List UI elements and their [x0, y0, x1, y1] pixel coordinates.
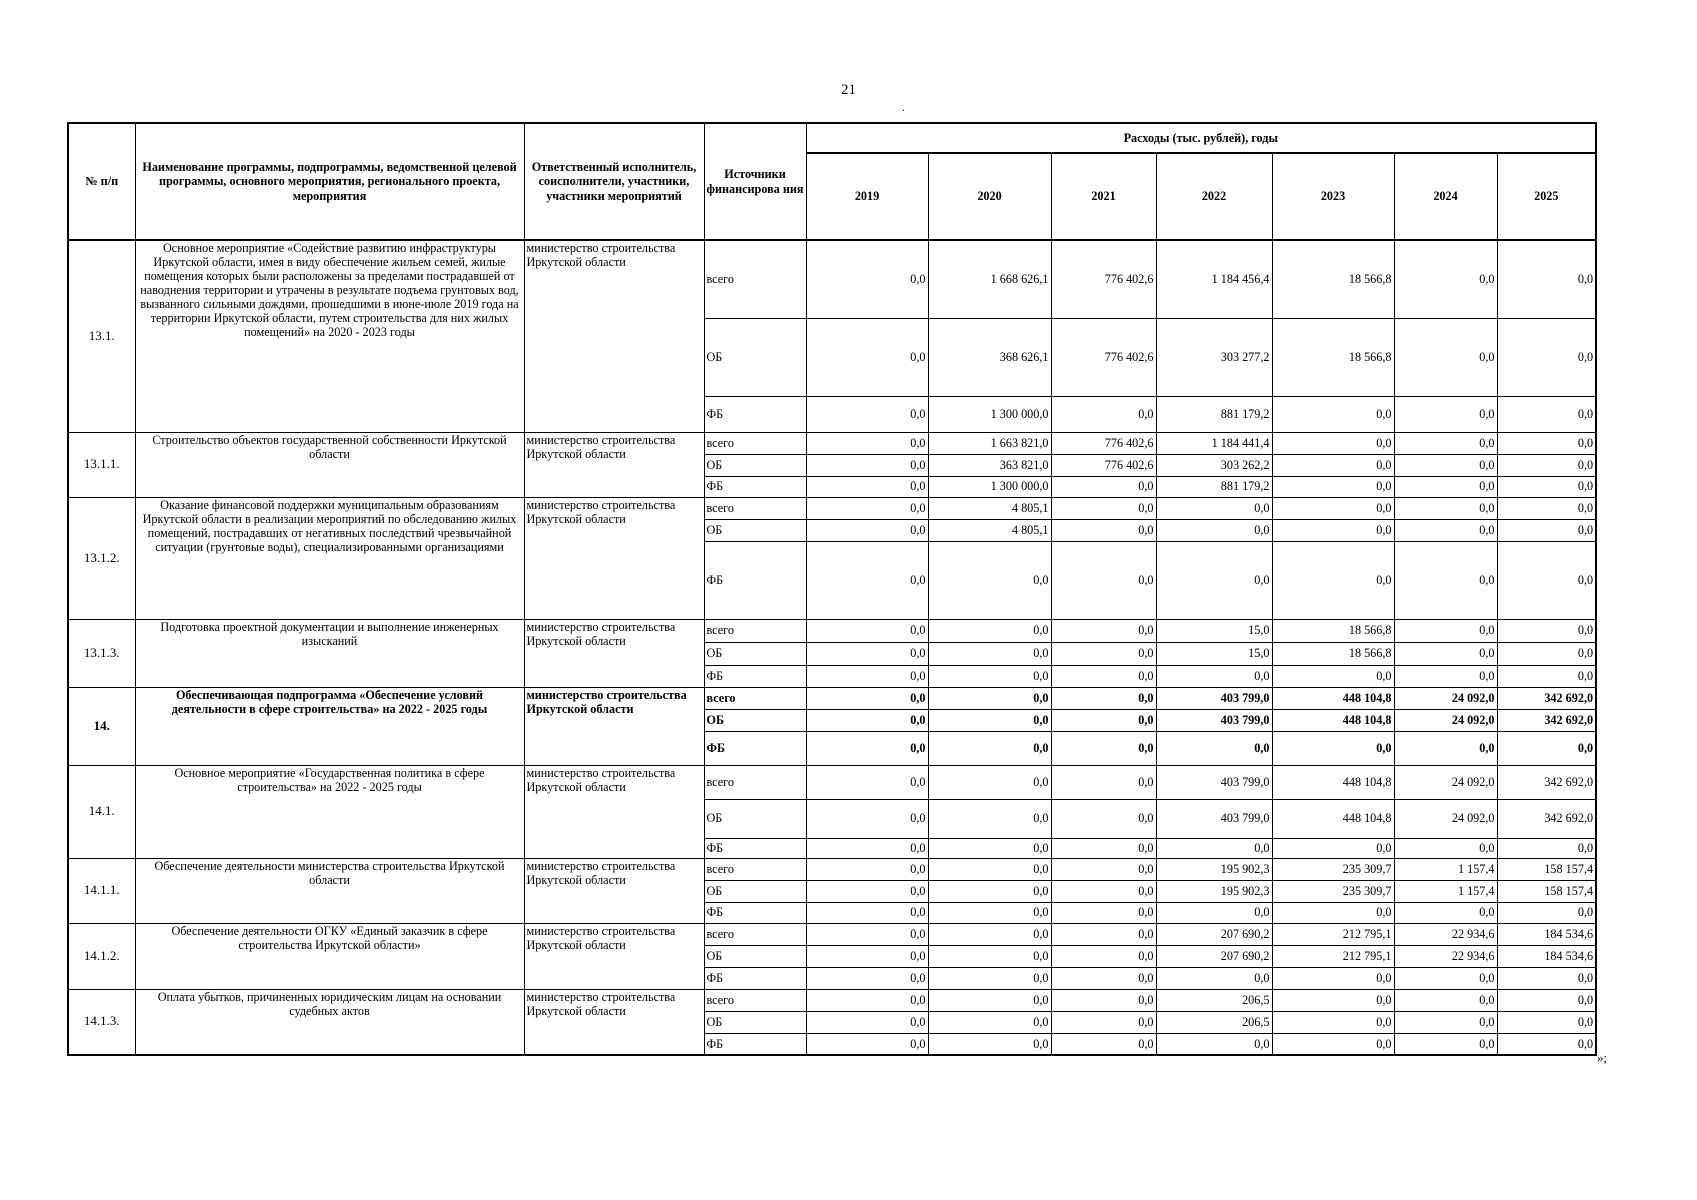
expense-value: 0,0 — [1394, 541, 1497, 619]
executor: министерство строительства Иркутской области — [524, 432, 704, 497]
funding-source: всего — [704, 619, 806, 642]
expense-value: 207 690,2 — [1156, 945, 1272, 967]
expense-value: 0,0 — [1394, 619, 1497, 642]
expense-value: 0,0 — [806, 642, 928, 665]
expense-value: 0,0 — [1497, 989, 1596, 1011]
page-number: 21 — [841, 82, 856, 98]
header-executor: Ответственный исполнитель, соисполнители, участники, участники мероприятий — [524, 123, 704, 240]
funding-source: всего — [704, 687, 806, 709]
expense-value: 448 104,8 — [1272, 687, 1394, 709]
expense-value: 881 179,2 — [1156, 476, 1272, 497]
expense-value: 0,0 — [928, 838, 1051, 858]
expense-value: 1 184 456,4 — [1156, 240, 1272, 318]
expense-value: 0,0 — [1156, 967, 1272, 989]
expense-value: 0,0 — [1272, 541, 1394, 619]
stray-dot: . — [902, 100, 905, 114]
expense-value: 403 799,0 — [1156, 709, 1272, 731]
funding-source: ОБ — [704, 880, 806, 902]
expense-value: 0,0 — [1051, 497, 1156, 519]
expense-value: 0,0 — [1272, 497, 1394, 519]
expense-value: 0,0 — [806, 731, 928, 765]
expense-value: 0,0 — [1051, 902, 1156, 923]
expense-value: 184 534,6 — [1497, 923, 1596, 945]
expense-value: 0,0 — [1497, 497, 1596, 519]
expense-value: 448 104,8 — [1272, 709, 1394, 731]
expense-value: 0,0 — [1394, 838, 1497, 858]
expense-value: 0,0 — [1156, 731, 1272, 765]
row-number: 14.1.2. — [68, 923, 135, 989]
expense-value: 158 157,4 — [1497, 880, 1596, 902]
expense-value: 0,0 — [1497, 432, 1596, 454]
header-year: 2021 — [1051, 153, 1156, 240]
expense-value: 0,0 — [1051, 765, 1156, 799]
expense-value: 4 805,1 — [928, 497, 1051, 519]
expense-value: 0,0 — [1272, 665, 1394, 687]
event-name: Строительство объектов государственной собственности Иркутской области — [135, 432, 524, 497]
expense-value: 0,0 — [806, 454, 928, 476]
expense-value: 0,0 — [1497, 1011, 1596, 1033]
expense-value: 342 692,0 — [1497, 709, 1596, 731]
header-source: Источники финансирова ния — [704, 123, 806, 240]
expense-value: 1 663 821,0 — [928, 432, 1051, 454]
expense-value: 0,0 — [806, 396, 928, 432]
expense-value: 0,0 — [1497, 731, 1596, 765]
expense-value: 195 902,3 — [1156, 880, 1272, 902]
expense-value: 24 092,0 — [1394, 765, 1497, 799]
expense-value: 403 799,0 — [1156, 799, 1272, 838]
expense-value: 776 402,6 — [1051, 240, 1156, 318]
expense-value: 0,0 — [1497, 619, 1596, 642]
row-number: 14.1.3. — [68, 989, 135, 1055]
expense-value: 0,0 — [1051, 799, 1156, 838]
expense-value: 0,0 — [928, 709, 1051, 731]
event-name: Обеспечение деятельности ОГКУ «Единый заказчик в сфере строительства Иркутской области» — [135, 923, 524, 989]
expense-value: 0,0 — [928, 731, 1051, 765]
funding-source: всего — [704, 497, 806, 519]
expense-value: 0,0 — [1497, 1033, 1596, 1055]
funding-source: ОБ — [704, 519, 806, 541]
expense-value: 0,0 — [1394, 497, 1497, 519]
expense-value: 0,0 — [1497, 476, 1596, 497]
expense-value: 0,0 — [1051, 642, 1156, 665]
expense-value: 303 277,2 — [1156, 318, 1272, 396]
expense-value: 0,0 — [806, 709, 928, 731]
expense-value: 0,0 — [1394, 240, 1497, 318]
funding-source: всего — [704, 858, 806, 880]
expense-value: 0,0 — [1497, 541, 1596, 619]
expense-value: 0,0 — [928, 799, 1051, 838]
table-header — [68, 123, 1596, 240]
expense-value: 0,0 — [928, 541, 1051, 619]
expense-value: 0,0 — [806, 619, 928, 642]
funding-source: ОБ — [704, 642, 806, 665]
expense-value: 212 795,1 — [1272, 945, 1394, 967]
executor: министерство строительства Иркутской области — [524, 619, 704, 687]
event-name: Обеспечивающая подпрограмма «Обеспечение условий деятельности в сфере строительства» на 2022 - 2025 годы — [135, 687, 524, 765]
funding-source: всего — [704, 432, 806, 454]
event-name: Оказание финансовой поддержки муниципальным образованиям Иркутской области в реализации мероприятий по обследованию жилых помещений, пострадавших от негативных последствий чрезвычайной ситуации (грунтовые воды), специализированными организациями — [135, 497, 524, 619]
expense-value: 0,0 — [1394, 967, 1497, 989]
expense-value: 0,0 — [806, 923, 928, 945]
expense-value: 303 262,2 — [1156, 454, 1272, 476]
expense-value: 0,0 — [1272, 989, 1394, 1011]
event-name: Подготовка проектной документации и выполнение инженерных изысканий — [135, 619, 524, 687]
expense-value: 0,0 — [1051, 923, 1156, 945]
expense-value: 0,0 — [1497, 454, 1596, 476]
funding-source: всего — [704, 923, 806, 945]
table-row — [68, 432, 1596, 454]
header-name: Наименование программы, подпрограммы, ведомственной целевой программы, основного мероприятия, регионального проекта, мероприятия — [135, 123, 524, 240]
funding-source: ФБ — [704, 731, 806, 765]
expense-value: 0,0 — [806, 497, 928, 519]
funding-source: всего — [704, 989, 806, 1011]
expense-value: 0,0 — [806, 880, 928, 902]
expense-value: 206,5 — [1156, 989, 1272, 1011]
expense-value: 0,0 — [806, 1033, 928, 1055]
expense-value: 0,0 — [928, 858, 1051, 880]
executor: министерство строительства Иркутской области — [524, 240, 704, 432]
expense-value: 342 692,0 — [1497, 799, 1596, 838]
expense-value: 18 566,8 — [1272, 642, 1394, 665]
funding-source: ФБ — [704, 665, 806, 687]
expense-value: 15,0 — [1156, 619, 1272, 642]
expense-value: 0,0 — [1497, 318, 1596, 396]
expense-value: 1 668 626,1 — [928, 240, 1051, 318]
expense-value: 0,0 — [1051, 1033, 1156, 1055]
funding-source: ФБ — [704, 396, 806, 432]
funding-source: ФБ — [704, 838, 806, 858]
expense-value: 0,0 — [1051, 709, 1156, 731]
expense-value: 0,0 — [806, 476, 928, 497]
expense-value: 0,0 — [1051, 519, 1156, 541]
expense-value: 0,0 — [1272, 967, 1394, 989]
expense-value: 0,0 — [928, 687, 1051, 709]
expense-value: 1 157,4 — [1394, 858, 1497, 880]
expense-value: 0,0 — [1051, 476, 1156, 497]
expense-value: 0,0 — [1497, 396, 1596, 432]
expense-value: 342 692,0 — [1497, 765, 1596, 799]
table-row — [68, 497, 1596, 519]
expense-value: 776 402,6 — [1051, 432, 1156, 454]
executor: министерство строительства Иркутской области — [524, 765, 704, 858]
expense-value: 1 184 441,4 — [1156, 432, 1272, 454]
expense-value: 0,0 — [1272, 1033, 1394, 1055]
expense-value: 0,0 — [1394, 318, 1497, 396]
executor: министерство строительства Иркутской области — [524, 497, 704, 619]
expense-value: 0,0 — [1051, 1011, 1156, 1033]
expense-value: 0,0 — [928, 642, 1051, 665]
expense-value: 0,0 — [1051, 838, 1156, 858]
expense-value: 0,0 — [1156, 497, 1272, 519]
table-row — [68, 989, 1596, 1011]
expense-value: 0,0 — [1051, 989, 1156, 1011]
expense-value: 0,0 — [806, 799, 928, 838]
expense-value: 0,0 — [806, 858, 928, 880]
expense-value: 24 092,0 — [1394, 687, 1497, 709]
header-year: 2024 — [1394, 153, 1497, 240]
expense-value: 0,0 — [1156, 1033, 1272, 1055]
expense-value: 0,0 — [1497, 967, 1596, 989]
funding-source: ФБ — [704, 476, 806, 497]
expense-value: 0,0 — [1272, 432, 1394, 454]
expense-value: 0,0 — [806, 687, 928, 709]
expense-value: 0,0 — [1394, 665, 1497, 687]
expense-value: 195 902,3 — [1156, 858, 1272, 880]
row-number: 14.1. — [68, 765, 135, 858]
expense-value: 368 626,1 — [928, 318, 1051, 396]
expense-value: 0,0 — [1394, 454, 1497, 476]
expense-value: 0,0 — [928, 967, 1051, 989]
expense-value: 403 799,0 — [1156, 687, 1272, 709]
expense-value: 0,0 — [928, 902, 1051, 923]
funding-source: ФБ — [704, 902, 806, 923]
expense-value: 776 402,6 — [1051, 454, 1156, 476]
expense-value: 0,0 — [1051, 541, 1156, 619]
expense-value: 0,0 — [1051, 731, 1156, 765]
expense-value: 0,0 — [1051, 396, 1156, 432]
row-number: 13.1.1. — [68, 432, 135, 497]
expense-value: 235 309,7 — [1272, 880, 1394, 902]
row-number: 13.1.2. — [68, 497, 135, 619]
expense-value: 342 692,0 — [1497, 687, 1596, 709]
expense-value: 881 179,2 — [1156, 396, 1272, 432]
expense-value: 0,0 — [806, 519, 928, 541]
table-row — [68, 765, 1596, 799]
expense-value: 0,0 — [1272, 476, 1394, 497]
expense-value: 0,0 — [806, 541, 928, 619]
expense-value: 158 157,4 — [1497, 858, 1596, 880]
header-year: 2020 — [928, 153, 1051, 240]
expense-value: 0,0 — [928, 619, 1051, 642]
row-number: 13.1.3. — [68, 619, 135, 687]
expense-value: 18 566,8 — [1272, 318, 1394, 396]
expense-value: 206,5 — [1156, 1011, 1272, 1033]
table-row — [68, 687, 1596, 709]
expense-value: 0,0 — [1394, 396, 1497, 432]
expense-value: 0,0 — [806, 989, 928, 1011]
row-number: 13.1. — [68, 240, 135, 432]
funding-source: всего — [704, 765, 806, 799]
expense-value: 0,0 — [1272, 731, 1394, 765]
expense-value: 0,0 — [1394, 989, 1497, 1011]
expense-value: 0,0 — [806, 665, 928, 687]
expense-value: 0,0 — [1272, 902, 1394, 923]
expense-value: 0,0 — [806, 902, 928, 923]
expense-value: 0,0 — [928, 989, 1051, 1011]
header-year: 2025 — [1497, 153, 1596, 240]
event-name: Оплата убытков, причиненных юридическим лицам на основании судебных актов — [135, 989, 524, 1055]
funding-source: ОБ — [704, 709, 806, 731]
expense-value: 0,0 — [1394, 1033, 1497, 1055]
expense-value: 0,0 — [1051, 880, 1156, 902]
expense-value: 448 104,8 — [1272, 799, 1394, 838]
expense-value: 0,0 — [1051, 945, 1156, 967]
expense-value: 0,0 — [806, 240, 928, 318]
expense-value: 24 092,0 — [1394, 709, 1497, 731]
expense-value: 1 300 000,0 — [928, 396, 1051, 432]
expense-value: 22 934,6 — [1394, 923, 1497, 945]
expense-value: 212 795,1 — [1272, 923, 1394, 945]
funding-source: ОБ — [704, 799, 806, 838]
expense-value: 4 805,1 — [928, 519, 1051, 541]
funding-source: всего — [704, 240, 806, 318]
expense-value: 0,0 — [928, 1033, 1051, 1055]
header-expenses: Расходы (тыс. рублей), годы — [806, 123, 1596, 153]
header-year: 2022 — [1156, 153, 1272, 240]
expense-value: 0,0 — [1156, 665, 1272, 687]
expense-value: 1 157,4 — [1394, 880, 1497, 902]
expense-value: 0,0 — [1272, 454, 1394, 476]
expense-value: 22 934,6 — [1394, 945, 1497, 967]
executor: министерство строительства Иркутской области — [524, 989, 704, 1055]
funding-source: ФБ — [704, 541, 806, 619]
budget-table — [67, 122, 1597, 1056]
expense-value: 0,0 — [1497, 838, 1596, 858]
table-row — [68, 858, 1596, 880]
expense-value: 0,0 — [1497, 642, 1596, 665]
header-num: № п/п — [68, 123, 135, 240]
event-name: Обеспечение деятельности министерства строительства Иркутской области — [135, 858, 524, 923]
expense-value: 403 799,0 — [1156, 765, 1272, 799]
expense-value: 15,0 — [1156, 642, 1272, 665]
expense-value: 0,0 — [806, 765, 928, 799]
expense-value: 0,0 — [928, 945, 1051, 967]
expense-value: 0,0 — [1394, 1011, 1497, 1033]
expense-value: 0,0 — [1272, 1011, 1394, 1033]
expense-value: 24 092,0 — [1394, 799, 1497, 838]
expense-value: 0,0 — [806, 967, 928, 989]
funding-source: ОБ — [704, 318, 806, 396]
funding-source: ОБ — [704, 945, 806, 967]
expense-value: 0,0 — [1272, 396, 1394, 432]
expense-value: 0,0 — [806, 838, 928, 858]
event-name: Основное мероприятие «Государственная политика в сфере строительства» на 2022 - 2025 годы — [135, 765, 524, 858]
executor: министерство строительства Иркутской области — [524, 858, 704, 923]
expense-value: 0,0 — [1497, 902, 1596, 923]
expense-value: 0,0 — [928, 765, 1051, 799]
expense-value: 0,0 — [806, 318, 928, 396]
expense-value: 0,0 — [806, 945, 928, 967]
row-number: 14.1.1. — [68, 858, 135, 923]
expense-value: 1 300 000,0 — [928, 476, 1051, 497]
expense-value: 0,0 — [1394, 902, 1497, 923]
expense-value: 207 690,2 — [1156, 923, 1272, 945]
expense-value: 0,0 — [1051, 665, 1156, 687]
expense-value: 18 566,8 — [1272, 240, 1394, 318]
table-row — [68, 240, 1596, 318]
funding-source: ОБ — [704, 454, 806, 476]
expense-value: 0,0 — [1051, 967, 1156, 989]
expense-value: 0,0 — [1394, 642, 1497, 665]
expense-value: 0,0 — [1394, 519, 1497, 541]
expense-value: 0,0 — [1156, 838, 1272, 858]
expense-value: 0,0 — [928, 1011, 1051, 1033]
expense-value: 0,0 — [806, 432, 928, 454]
header-year: 2023 — [1272, 153, 1394, 240]
expense-value: 0,0 — [1497, 665, 1596, 687]
expense-value: 776 402,6 — [1051, 318, 1156, 396]
expense-value: 448 104,8 — [1272, 765, 1394, 799]
closing-quote-mark: »; — [1597, 1050, 1608, 1065]
expense-value: 0,0 — [1497, 240, 1596, 318]
executor: министерство строительства Иркутской области — [524, 687, 704, 765]
expense-value: 184 534,6 — [1497, 945, 1596, 967]
expense-value: 0,0 — [806, 1011, 928, 1033]
expense-value: 0,0 — [1497, 519, 1596, 541]
event-name: Основное мероприятие «Содействие развитию инфраструктуры Иркутской области, имея в виду обеспечение жильем семей, жилые помещения которых были расположены за пределами пострадавшей от наводнения территории и утрачены в результате подъема грунтовых вод, вызванного сильными дождями, прошедшими в июне-июле 2019 года на территории Иркутской области, путем строительства для них жилых помещений» на 2020 - 2023 годы — [135, 240, 524, 432]
expense-value: 0,0 — [1394, 731, 1497, 765]
expense-value: 235 309,7 — [1272, 858, 1394, 880]
table-body — [68, 240, 1596, 1055]
row-number: 14. — [68, 687, 135, 765]
expense-value: 0,0 — [928, 880, 1051, 902]
funding-source: ФБ — [704, 1033, 806, 1055]
expense-value: 18 566,8 — [1272, 619, 1394, 642]
expense-value: 0,0 — [1394, 432, 1497, 454]
expense-value: 0,0 — [1394, 476, 1497, 497]
executor: министерство строительства Иркутской области — [524, 923, 704, 989]
expense-value: 0,0 — [1156, 519, 1272, 541]
expense-value: 0,0 — [1051, 687, 1156, 709]
header-year: 2019 — [806, 153, 928, 240]
expense-value: 0,0 — [1272, 838, 1394, 858]
expense-value: 0,0 — [1272, 519, 1394, 541]
expense-value: 0,0 — [1051, 858, 1156, 880]
table-row — [68, 619, 1596, 642]
funding-source: ОБ — [704, 1011, 806, 1033]
expense-value: 363 821,0 — [928, 454, 1051, 476]
expense-value: 0,0 — [1051, 619, 1156, 642]
funding-source: ФБ — [704, 967, 806, 989]
expense-value: 0,0 — [928, 665, 1051, 687]
expense-value: 0,0 — [1156, 541, 1272, 619]
expense-value: 0,0 — [1156, 902, 1272, 923]
expense-value: 0,0 — [928, 923, 1051, 945]
table-row — [68, 923, 1596, 945]
